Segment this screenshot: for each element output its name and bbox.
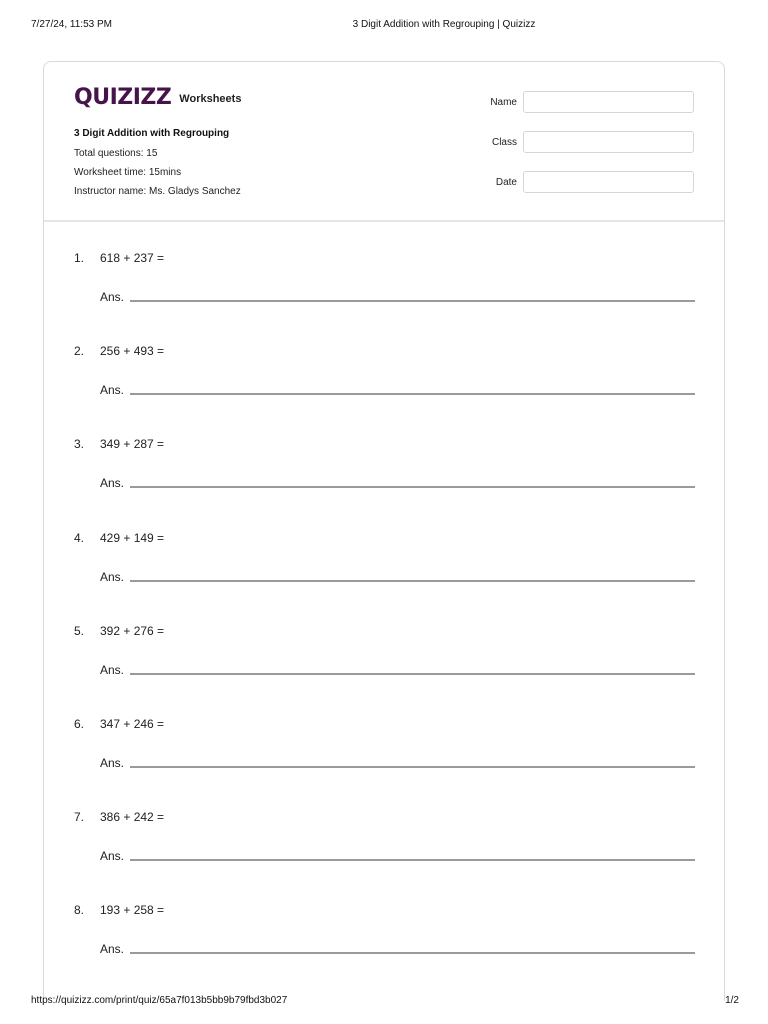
question-text: 429 + 149 = — [100, 530, 165, 545]
question-item — [74, 903, 164, 917]
logo-wordmark: QUIZIZZ — [74, 85, 172, 110]
print-document-title: 3 Digit Addition with Regrouping | Quizizz — [352, 19, 536, 30]
question-text: 256 + 493 = — [100, 344, 165, 359]
class-label: Class — [491, 137, 517, 148]
question-text: 193 + 258 = — [100, 903, 165, 918]
worksheet-card — [43, 61, 725, 1001]
question-text: 347 + 246 = — [100, 717, 165, 731]
answer-line[interactable] — [130, 766, 695, 768]
print-datetime: 7/27/24, 11:53 PM — [31, 19, 112, 30]
instructor-name: Instructor name: Ms. Gladys Sanchez — [74, 186, 241, 197]
question-item — [74, 344, 164, 358]
question-number: 6. — [74, 717, 85, 731]
question-item — [74, 437, 164, 451]
answer-label: Ans. — [100, 290, 125, 304]
answer-label: Ans. — [100, 569, 125, 584]
answer-line[interactable] — [130, 486, 695, 488]
worksheet-time: Worksheet time: 15mins — [74, 167, 182, 178]
answer-label: Ans. — [100, 662, 125, 677]
worksheet-title: 3 Digit Addition with Regrouping — [74, 128, 230, 139]
answer-label: Ans. — [100, 476, 125, 491]
question-item — [74, 531, 164, 545]
answer-line[interactable] — [130, 952, 695, 954]
print-url: https://quizizz.com/print/quiz/65a7f013b5bb9b79fbd3b027 — [31, 995, 288, 1006]
date-field[interactable] — [523, 171, 694, 193]
question-number: 7. — [74, 810, 85, 825]
question-number: 2. — [74, 344, 85, 359]
answer-label: Ans. — [100, 383, 125, 398]
answer-line[interactable] — [130, 300, 695, 302]
question-item — [74, 624, 164, 638]
quizizz-logo — [74, 85, 241, 110]
question-item — [74, 251, 164, 265]
question-item — [74, 717, 164, 731]
question-number: 3. — [74, 437, 85, 452]
question-number: 1. — [74, 251, 85, 265]
answer-line[interactable] — [130, 859, 695, 861]
class-field[interactable] — [523, 131, 694, 153]
name-label: Name — [490, 97, 517, 108]
print-header — [0, 19, 768, 33]
print-footer — [0, 995, 768, 1009]
question-text: 386 + 242 = — [100, 810, 165, 825]
print-page-number: 1/2 — [725, 995, 739, 1006]
question-item — [74, 810, 164, 824]
answer-line[interactable] — [130, 580, 695, 582]
question-number: 4. — [74, 530, 85, 545]
answer-label: Ans. — [100, 756, 125, 770]
question-text: 392 + 276 = — [100, 623, 165, 638]
total-questions: Total questions: 15 — [74, 148, 158, 159]
answer-label: Ans. — [100, 849, 125, 864]
answer-line[interactable] — [130, 673, 695, 675]
date-label: Date — [495, 177, 517, 188]
question-text: 349 + 287 = — [100, 437, 165, 452]
question-number: 8. — [74, 903, 85, 918]
answer-label: Ans. — [100, 942, 125, 957]
name-field[interactable] — [523, 91, 694, 113]
question-number: 5. — [74, 623, 85, 638]
answer-line[interactable] — [130, 393, 695, 395]
logo-product-label: Worksheets — [179, 92, 242, 105]
question-text: 618 + 237 = — [100, 251, 165, 265]
worksheet-header — [44, 62, 724, 222]
